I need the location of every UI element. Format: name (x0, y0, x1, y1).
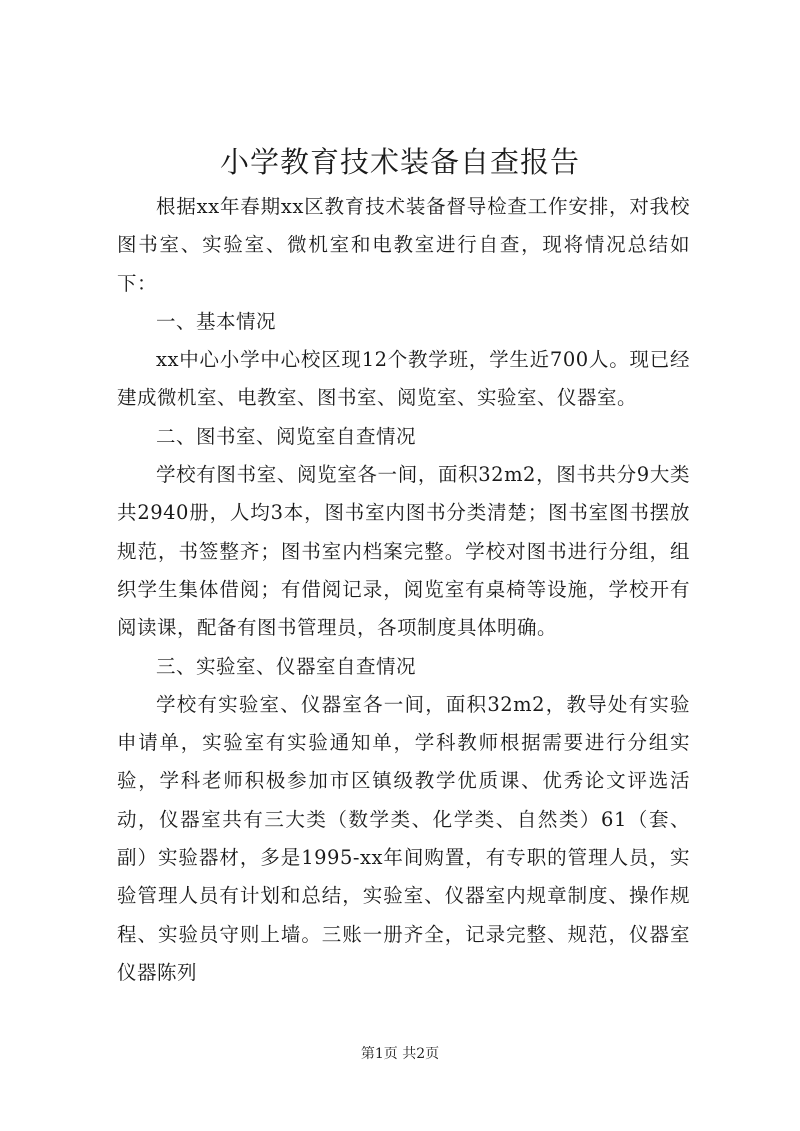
intro-paragraph: 根据xx年春期xx区教育技术装备督导检查工作安排，对我校图书室、实验室、微机室和电教室进行自查，现将情况总结如下： (117, 195, 690, 295)
document-body (117, 188, 690, 992)
section-heading-library: 二、图书室、阅览室自查情况 (156, 424, 417, 448)
section-heading-lab: 三、实验室、仪器室自查情况 (156, 654, 417, 678)
document-title: 小学教育技术装备自查报告 (219, 145, 580, 179)
page-footer: 第1页 共2页 (360, 1046, 440, 1062)
basic-info-paragraph: xx中心小学中心校区现12个教学班，学生近700人。现已经建成微机室、电教室、图书室、阅览室、实验室、仪器室。 (117, 348, 690, 410)
lab-paragraph: 学校有实验室、仪器室各一间，面积32m2，教导处有实验申请单，实验室有实验通知单，学科教师根据需要进行分组实验，学科老师积极参加市区镇级教学优质课、优秀论文评选活动，仪器室共有三大类（数学类、化学类、自然类）61（套、副）实验器材，多是1995-xx年间购置，有专职的管理人员，实验管理人员有计划和总结，实验室、仪器室内规章制度、操作规程、实验员守则上墙。三账一册齐全，记录完整、规范，仪器室仪器陈列 (117, 692, 690, 984)
library-paragraph: 学校有图书室、阅览室各一间，面积32m2，图书共分9大类共2940册，人均3本，图书室内图书分类清楚；图书室图书摆放规范，书签整齐；图书室内档案完整。学校对图书进行分组，组织学生集体借阅；有借阅记录，阅览室有桌椅等设施，学校开有阅读课，配备有图书管理员，各项制度具体明确。 (117, 463, 690, 640)
section-heading-basic: 一、基本情况 (156, 309, 277, 333)
